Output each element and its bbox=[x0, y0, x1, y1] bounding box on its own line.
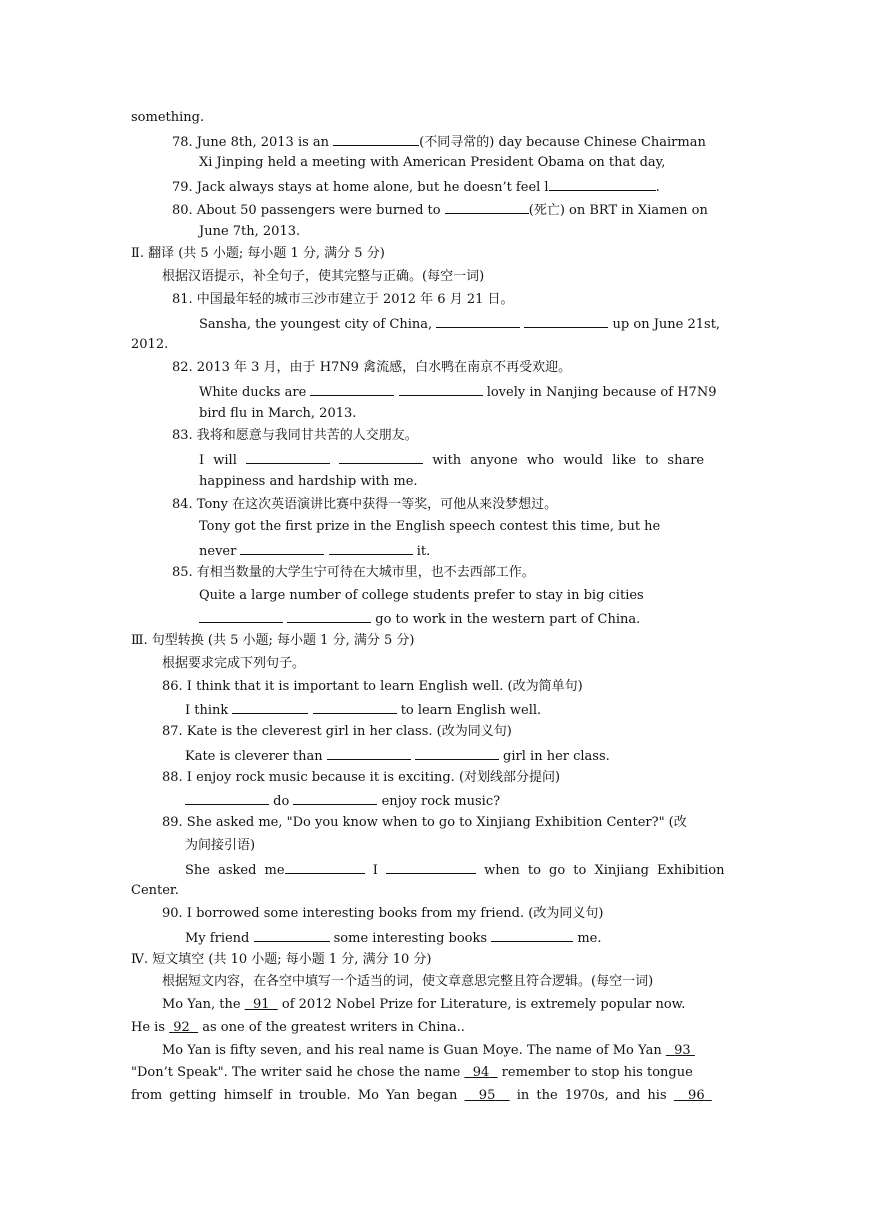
q89-blank-1[interactable] bbox=[285, 861, 365, 874]
passage-text: "Don’t Speak". The writer said he chose the name bbox=[131, 1065, 461, 1080]
section-4-instruction: 根据短文内容，在各空中填写一个适当的词，使文章意思完整且符合逻辑。(每空一词) bbox=[162, 974, 654, 989]
question-79 bbox=[172, 178, 660, 196]
q77-tail: something. bbox=[131, 110, 205, 125]
q82-chinese: 82. 2013 年 3 月，由于 H7N9 禽流感，白水鸭在南京不再受欢迎。 bbox=[172, 360, 572, 375]
q90-a1: My friend bbox=[185, 931, 250, 946]
q89-a3: when to go to Xinjiang Exhibition bbox=[484, 863, 725, 878]
q78-blank[interactable] bbox=[333, 133, 419, 146]
q89-blank-2[interactable] bbox=[386, 861, 476, 874]
q82-blank-1[interactable] bbox=[310, 383, 394, 396]
q86-blank-1[interactable] bbox=[232, 701, 308, 714]
q89-question-line1: 89. She asked me, "Do you know when to go to Xinjiang Exhibition Center?" (改 bbox=[162, 815, 687, 830]
blank-93[interactable] bbox=[666, 1043, 695, 1058]
q90-a2: some interesting books bbox=[333, 931, 488, 946]
blank-96[interactable] bbox=[674, 1088, 712, 1103]
q90-answer bbox=[185, 929, 602, 947]
q79-text: 79. Jack always stays at home alone, but he doesn’t feel l bbox=[172, 180, 549, 195]
q87-answer bbox=[185, 747, 610, 765]
blank-95-number: 95 bbox=[478, 1088, 496, 1103]
q88-a1: do bbox=[273, 794, 290, 809]
q81-english-line2: 2012. bbox=[131, 337, 169, 352]
q86-a1: I think bbox=[185, 703, 229, 718]
q80-hint: (死亡) on BRT in Xiamen on bbox=[528, 203, 708, 218]
passage-line-4 bbox=[131, 1065, 693, 1081]
q86-blank-2[interactable] bbox=[313, 701, 397, 714]
q86-a2: to learn English well. bbox=[400, 703, 542, 718]
q81-text-b: up on June 21st, bbox=[612, 317, 721, 332]
q78-text: 78. June 8th, 2013 is an bbox=[172, 135, 330, 150]
q85-english-line1: Quite a large number of college students prefer to stay in big cities bbox=[199, 588, 644, 603]
section-3-instruction: 根据要求完成下列句子。 bbox=[162, 656, 306, 671]
passage-text: Mo Yan, the bbox=[162, 997, 241, 1012]
q81-chinese: 81. 中国最年轻的城市三沙市建立于 2012 年 6 月 21 日。 bbox=[172, 292, 514, 307]
q86-question: 86. I think that it is important to learn English well. (改为简单句) bbox=[162, 679, 583, 694]
q84-english-line2 bbox=[199, 542, 430, 560]
q87-a2: girl in her class. bbox=[503, 749, 610, 764]
q88-a2: enjoy rock music? bbox=[381, 794, 501, 809]
q90-a3: me. bbox=[577, 931, 602, 946]
question-78-line2: Xi Jinping held a meeting with American President Obama on that day, bbox=[199, 155, 666, 170]
q78-hint: (不同寻常的) day because Chinese Chairman bbox=[419, 135, 706, 150]
blank-91[interactable] bbox=[245, 997, 278, 1012]
q81-blank-2[interactable] bbox=[524, 315, 608, 328]
q82-english-line1 bbox=[199, 383, 716, 401]
question-78-line1 bbox=[172, 133, 706, 151]
q84-blank-2[interactable] bbox=[329, 542, 413, 555]
q83-text-b: with anyone who would like to share bbox=[432, 453, 705, 468]
q81-english-line1 bbox=[199, 315, 720, 333]
blank-94-number: 94 bbox=[472, 1065, 490, 1080]
q82-text-b: lovely in Nanjing because of H7N9 bbox=[486, 385, 717, 400]
q88-question: 88. I enjoy rock music because it is exciting. (对划线部分提问) bbox=[162, 770, 561, 785]
q90-blank-1[interactable] bbox=[254, 929, 330, 942]
q88-blank-2[interactable] bbox=[293, 792, 377, 805]
blank-95[interactable] bbox=[465, 1088, 510, 1103]
passage-line-1 bbox=[162, 997, 685, 1013]
q89-answer-line1 bbox=[185, 861, 736, 879]
q88-blank-1[interactable] bbox=[185, 792, 269, 805]
q87-a1: Kate is cleverer than bbox=[185, 749, 323, 764]
section-2-instruction: 根据汉语提示，补全句子，使其完整与正确。(每空一词) bbox=[162, 269, 485, 284]
q82-english-line2: bird flu in March, 2013. bbox=[199, 406, 357, 421]
q89-a1: She asked me bbox=[185, 863, 285, 878]
q79-end: . bbox=[655, 180, 660, 195]
q84-chinese: 84. Tony 在这次英语演讲比赛中获得一等奖，可他从来没梦想过。 bbox=[172, 497, 558, 512]
q84-blank-1[interactable] bbox=[240, 542, 324, 555]
q89-answer-line2: Center. bbox=[131, 883, 179, 898]
passage-text: from getting himself in trouble. Mo Yan began bbox=[131, 1088, 458, 1103]
passage-line-5 bbox=[131, 1088, 736, 1104]
blank-92-number: 92 bbox=[173, 1020, 190, 1035]
q83-chinese: 83. 我将和愿意与我同甘共苦的人交朋友。 bbox=[172, 428, 418, 443]
blank-94[interactable] bbox=[464, 1065, 497, 1080]
passage-text: in the 1970s, and his bbox=[516, 1088, 667, 1103]
q84-text-c: it. bbox=[416, 544, 431, 559]
question-80-line1 bbox=[172, 201, 708, 219]
q87-blank-1[interactable] bbox=[327, 747, 411, 760]
blank-96-number: 96 bbox=[688, 1088, 705, 1103]
q85-english-line2 bbox=[199, 610, 640, 628]
q88-answer bbox=[185, 792, 500, 810]
q87-question: 87. Kate is the cleverest girl in her class. (改为同义句) bbox=[162, 724, 512, 739]
q83-english-line2: happiness and hardship with me. bbox=[199, 474, 418, 489]
q85-text-b: go to work in the western part of China. bbox=[375, 612, 641, 627]
q79-blank[interactable] bbox=[549, 178, 656, 191]
q83-blank-1[interactable] bbox=[246, 451, 330, 464]
section-3-heading: Ⅲ. 句型转换 (共 5 小题; 每小题 1 分, 满分 5 分) bbox=[131, 633, 415, 648]
passage-text: as one of the greatest writers in China.. bbox=[202, 1020, 465, 1035]
passage-text: of 2012 Nobel Prize for Literature, is extremely popular now. bbox=[281, 997, 686, 1012]
passage-line-3 bbox=[162, 1043, 695, 1059]
question-80-line2: June 7th, 2013. bbox=[199, 224, 301, 239]
section-4-heading: Ⅳ. 短文填空 (共 10 小题; 每小题 1 分, 满分 10 分) bbox=[131, 952, 432, 967]
q84-english-line1: Tony got the first prize in the English speech contest this time, but he bbox=[199, 519, 661, 534]
q89-a2: I bbox=[372, 863, 378, 878]
q85-blank-1[interactable] bbox=[199, 610, 283, 623]
passage-text: Mo Yan is fifty seven, and his real name is Guan Moye. The name of Mo Yan bbox=[162, 1043, 662, 1058]
q90-question: 90. I borrowed some interesting books from my friend. (改为同义句) bbox=[162, 906, 604, 921]
blank-92[interactable] bbox=[169, 1020, 198, 1035]
passage-text: remember to stop his tongue bbox=[501, 1065, 693, 1080]
q82-text-a: White ducks are bbox=[199, 385, 307, 400]
q83-english-line1 bbox=[199, 451, 736, 469]
passage-text: He is bbox=[131, 1020, 165, 1035]
q81-blank-1[interactable] bbox=[436, 315, 520, 328]
blank-91-number: 91 bbox=[252, 997, 270, 1012]
q90-blank-2[interactable] bbox=[491, 929, 573, 942]
q89-question-line2: 为间接引语) bbox=[185, 838, 256, 853]
q80-text: 80. About 50 passengers were burned to bbox=[172, 203, 441, 218]
q83-blank-2[interactable] bbox=[339, 451, 423, 464]
q83-text-a: I will bbox=[199, 453, 237, 468]
blank-93-number: 93 bbox=[674, 1043, 691, 1058]
q80-blank[interactable] bbox=[445, 201, 529, 214]
q85-blank-2[interactable] bbox=[287, 610, 371, 623]
q81-text-a: Sansha, the youngest city of China, bbox=[199, 317, 433, 332]
section-2-heading: Ⅱ. 翻译 (共 5 小题; 每小题 1 分, 满分 5 分) bbox=[131, 246, 385, 261]
q82-blank-2[interactable] bbox=[399, 383, 483, 396]
passage-line-2 bbox=[131, 1020, 465, 1036]
q85-chinese: 85. 有相当数量的大学生宁可待在大城市里，也不去西部工作。 bbox=[172, 565, 535, 580]
q84-text-b: never bbox=[199, 544, 237, 559]
q87-blank-2[interactable] bbox=[415, 747, 499, 760]
q86-answer bbox=[185, 701, 541, 719]
